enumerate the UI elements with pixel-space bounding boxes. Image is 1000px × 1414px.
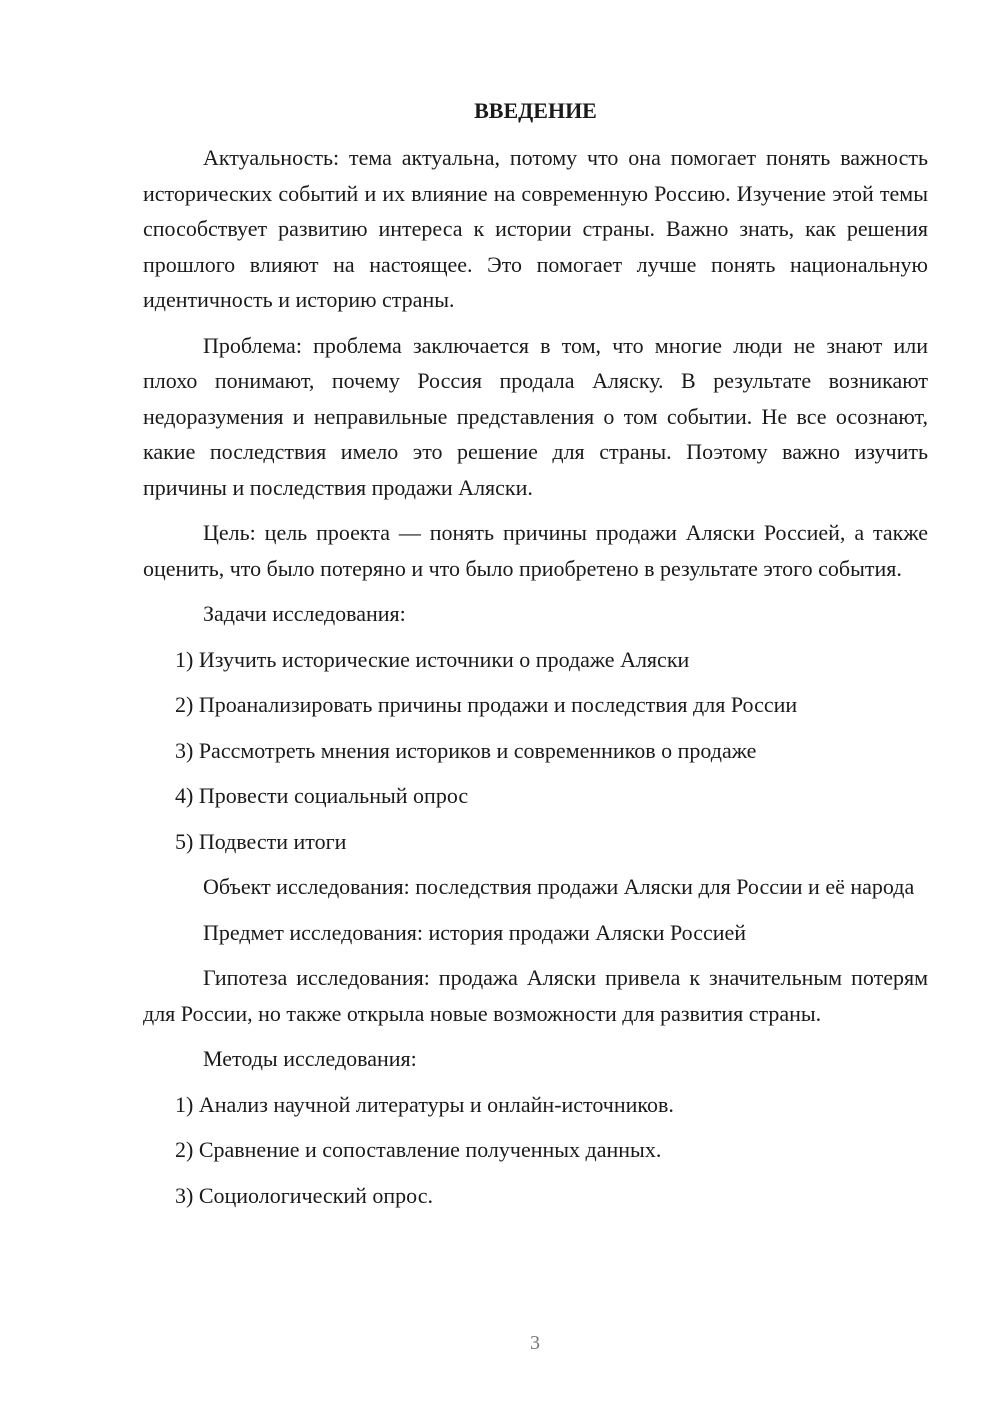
task-item: 1) Изучить исторические источники о продаже Аляски — [175, 646, 690, 672]
task-item: 3) Рассмотреть мнения историков и современников о продаже — [175, 737, 757, 763]
method-item: 3) Социологический опрос. — [175, 1182, 433, 1208]
method-item: 1) Анализ научной литературы и онлайн-источников. — [175, 1091, 674, 1117]
object-paragraph: Объект исследования: последствия продажи Аляски для России и её народа — [203, 874, 915, 899]
task-item: 2) Проанализировать причины продажи и последствия для России — [175, 692, 798, 717]
goal-paragraph: Цель: цель проекта — понять причины продажи Аляски Россией, а также оценить, что было потеряно и что было приобретено в результате этого события. — [143, 520, 928, 581]
section-title: ВВЕДЕНИЕ — [474, 98, 597, 123]
hypothesis-paragraph: Гипотеза исследования: продажа Аляски привела к значительным потерям для России, но также открыла новые возможности для развития страны. — [143, 965, 928, 1026]
tasks-label: Задачи исследования: — [203, 601, 406, 626]
relevance-paragraph: Актуальность: тема актуальна, потому что она помогает понять важность исторических событий и их влияние на современную Россию. Изучение этой темы способствует развитию интереса к истории страны. Важно знать, как решения прошлого влияют на настоящее. Это помогает лучше понять национальную идентичность и историю страны. — [143, 145, 928, 312]
task-item: 4) Провести социальный опрос — [175, 783, 469, 808]
problem-paragraph: Проблема: проблема заключается в том, что многие люди не знают или плохо понимают, почему Россия продала Аляску. В результате возникают недоразумения и неправильные представления о том событии. Не все осознают, какие последствия имело это решение для страны. Поэтому важно изучить причины и последствия продажи Аляски. — [143, 332, 928, 500]
page-number: 3 — [530, 1332, 540, 1354]
method-item: 2) Сравнение и сопоставление полученных данных. — [175, 1137, 662, 1162]
task-item: 5) Подвести итоги — [175, 828, 347, 854]
document-page — [143, 95, 928, 1223]
subject-paragraph: Предмет исследования: история продажи Аляски Россией — [203, 919, 747, 945]
methods-list — [143, 1087, 928, 1214]
tasks-list — [143, 642, 928, 860]
methods-label: Методы исследования: — [203, 1046, 417, 1071]
